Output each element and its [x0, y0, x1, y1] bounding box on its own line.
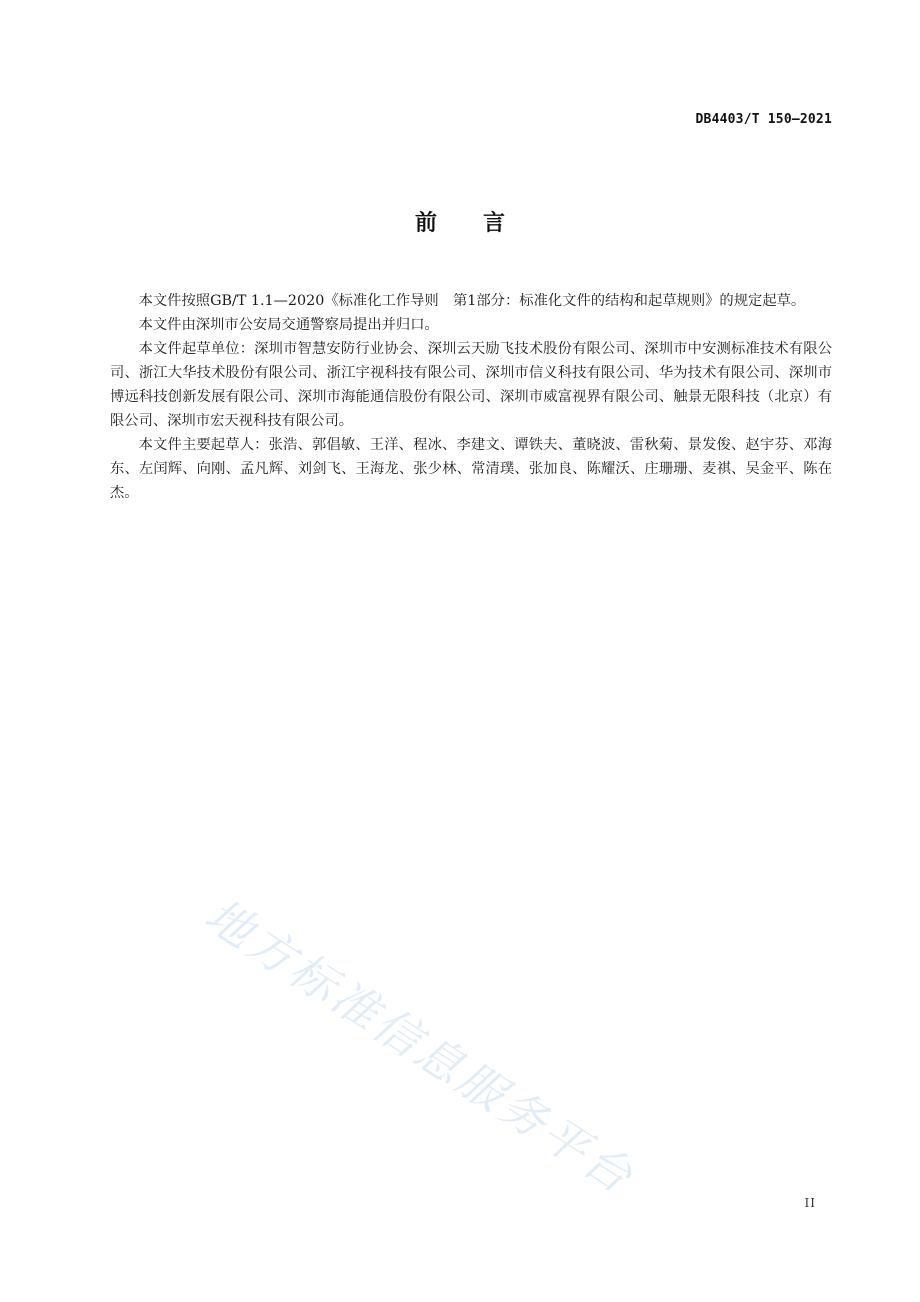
page-number: II — [804, 1196, 816, 1210]
paragraph-drafting-units: 本文件起草单位：深圳市智慧安防行业协会、深圳云天励飞技术股份有限公司、深圳市中安测标准技术有限公司、浙江大华技术股份有限公司、浙江宇视科技有限公司、深圳市信义科技有限公司、华为技术有限公司、深圳市博远科技创新发展有限公司、深圳市海能通信股份有限公司、深圳市威富视界有限公司、触景无限科技（北京）有限公司、深圳市宏天视科技有限公司。 — [110, 341, 832, 429]
paragraph-proposer: 本文件由深圳市公安局交通警察局提出并归口。 — [138, 317, 439, 333]
document-code: DB4403/T 150—2021 — [695, 112, 832, 127]
watermark: 地方标准信息服务平台 — [195, 887, 645, 1206]
foreword-body — [110, 289, 832, 505]
paragraph-drafters: 本文件主要起草人：张浩、郭倡敏、王洋、程冰、李建文、谭铁夫、董晓波、雷秋菊、景发俊、赵宇芬、邓海东、左闰辉、向刚、孟凡辉、刘剑飞、王海龙、张少林、常清璞、张加良、陈耀沃、庄珊珊、麦祺、吴金平、陈在杰。 — [110, 437, 832, 501]
paragraph-drafting-rules: 本文件按照GB/T 1.1—2020《标准化工作导则 第1部分：标准化文件的结构和起草规则》的规定起草。 — [138, 293, 806, 309]
page-title: 前言 — [414, 211, 551, 236]
